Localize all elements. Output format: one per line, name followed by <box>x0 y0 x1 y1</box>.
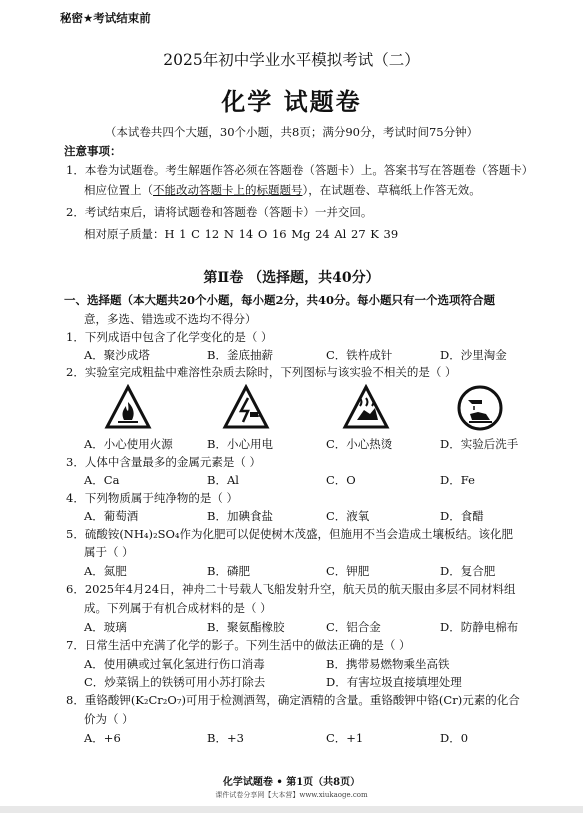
notes-heading: 注意事项： <box>64 144 122 158</box>
q7-option-c: C．炒菜锅上的铁锈可用小苏打除去 <box>84 675 266 689</box>
note-1-underlined: 不能改动答题卡上的标题题号 <box>153 183 303 197</box>
question-3-stem: 3．人体中含量最多的金属元素是（ ） <box>66 455 261 469</box>
q1-option-b: B．釜底抽薪 <box>207 348 273 362</box>
q4-option-a: A．葡萄酒 <box>84 509 139 523</box>
note-1-post: ），在试题卷、草稿纸上作答无效。 <box>302 183 481 197</box>
q4-option-c: C．液氧 <box>326 509 370 523</box>
q6-option-c: C．铝合金 <box>326 620 381 634</box>
q1-option-a: A．聚沙成塔 <box>84 348 150 362</box>
note-1-line-2 <box>84 182 481 198</box>
q5-option-c: C．钾肥 <box>326 564 370 578</box>
wash-hands-icon <box>456 384 504 432</box>
question-7-stem: 7．日常生活中充满了化学的影子。下列生活中的做法正确的是（ ） <box>66 638 411 652</box>
q8-option-b: B．+3 <box>207 731 244 745</box>
question-2-stem: 2．实验室完成粗盐中难溶性杂质去除时，下列图标与该实验不相关的是（ ） <box>66 365 457 379</box>
q3-option-b: B．Al <box>207 473 239 487</box>
question-5-stem-1: 5．硫酸铵(NH₄)₂SO₄作为化肥可以促使树木茂盛，但施用不当会造成土壤板结。该化肥 <box>66 527 514 541</box>
subject-title: 化学 试题卷 <box>221 88 362 116</box>
q2-option-c: C．小心热烫 <box>326 437 393 451</box>
q4-option-d: D．食醋 <box>440 509 484 523</box>
section-2-intro-1 <box>64 292 495 308</box>
question-5-stem-2: 属于（ ） <box>84 545 134 559</box>
q1-option-d: D．沙里淘金 <box>440 348 507 362</box>
question-6-stem-2: 成。下列属于有机合成材料的是（ ） <box>84 601 272 615</box>
q6-option-a: A．玻璃 <box>84 620 127 634</box>
section-2-intro: 一、选择题（本大题共20个小题，每小题2分，共40分。每小题只有一个选项符合题 <box>64 293 496 307</box>
q2-option-b: B．小心用电 <box>207 437 273 451</box>
q8-option-d: D．0 <box>440 731 469 745</box>
page-footer: 化学试题卷 • 第1页（共8页） <box>222 777 361 788</box>
q3-option-a: A．Ca <box>84 473 120 487</box>
q5-option-b: B．磷肥 <box>207 564 250 578</box>
q4-option-b: B．加碘食盐 <box>207 509 273 523</box>
q5-option-d: D．复合肥 <box>440 564 496 578</box>
q7-option-b: B．携带易燃物乘坐高铁 <box>326 657 450 671</box>
question-8-stem-1: 8．重铬酸钾(K₂Cr₂O₇)可用于检测酒驾，确定酒精的含量。重铬酸钾中铬(Cr)元素的化合 <box>66 693 520 707</box>
page-bottom-edge <box>0 806 583 813</box>
note-2: 2．考试结束后，请将试题卷和答题卷（答题卡）一并交回。 <box>66 205 373 219</box>
section-2-title: 第Ⅱ卷 （选择题，共40分） <box>203 270 380 286</box>
note-1-pre: 相应位置上（ <box>84 183 153 197</box>
note-1-line-1: 1．本卷为试题卷。考生解题作答必须在答题卷（答题卡）上。答案书写在答题卷（答题卡） <box>66 163 534 177</box>
question-4-stem: 4．下列物质属于纯净物的是（ ） <box>66 491 238 505</box>
q1-option-c: C．铁杵成针 <box>326 348 393 362</box>
q3-option-c: C．O <box>326 473 356 487</box>
question-6-stem-1: 6．2025年4月24日，神舟二十号载人飞船发射升空，航天员的航天服由多层不同材料组 <box>66 582 516 596</box>
question-1-stem: 1．下列成语中包含了化学变化的是（ ） <box>66 330 273 344</box>
q3-option-d: D．Fe <box>440 473 475 487</box>
q8-option-c: C．+1 <box>326 731 364 745</box>
q5-option-a: A．氮肥 <box>84 564 127 578</box>
q2-option-d: D．实验后洗手 <box>440 437 519 451</box>
q6-option-d: D．防静电棉布 <box>440 620 519 634</box>
question-8-stem-2: 价为（ ） <box>84 712 134 726</box>
section-2-intro-2: 意，多选、错选或不选均不得分） <box>84 312 257 326</box>
q8-option-a: A．+6 <box>84 731 121 745</box>
atomic-masses: 相对原子质量：H 1 C 12 N 14 O 16 Mg 24 Al 27 K 39 <box>84 227 399 241</box>
q7-option-a: A．使用碘或过氧化氢进行伤口消毒 <box>84 657 265 671</box>
exam-title: 2025年初中学业水平模拟考试（二） <box>163 51 420 69</box>
q2-option-a: A．小心使用火源 <box>84 437 173 451</box>
watermark: 课件试卷分享网【大本营】www.xiukaoge.com <box>215 791 368 799</box>
q7-option-d: D．有害垃圾直接填埋处理 <box>326 675 462 689</box>
fire-warning-icon <box>104 384 152 432</box>
q6-option-b: B．聚氨酯橡胶 <box>207 620 285 634</box>
exam-info: （本试卷共四个大题，30个小题，共8页；满分90分，考试时间75分钟） <box>104 125 479 139</box>
electric-warning-icon <box>222 384 270 432</box>
confidential-label: 秘密★考试结束前 <box>60 11 151 25</box>
hot-surface-warning-icon <box>342 384 390 432</box>
